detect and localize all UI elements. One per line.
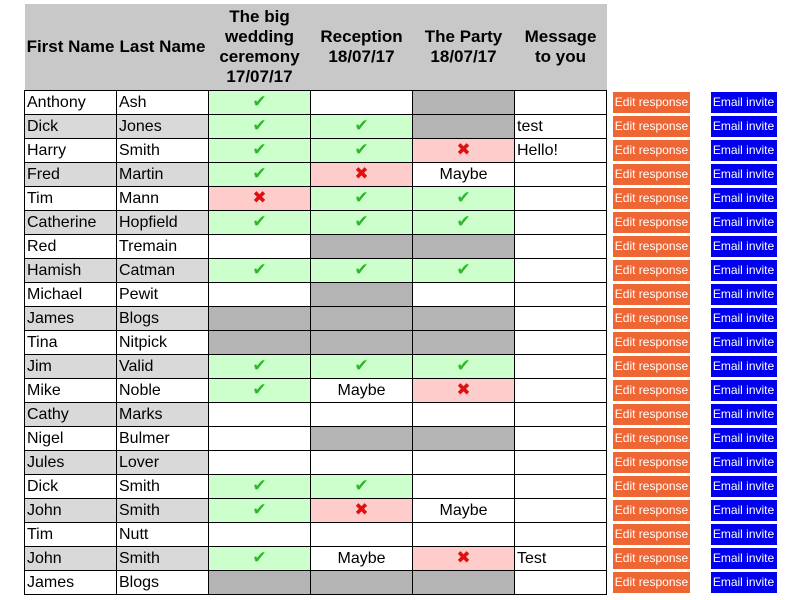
maybe-label: Maybe — [439, 501, 488, 519]
wedding-status-cell — [209, 307, 311, 331]
last-name-cell: Bulmer — [117, 427, 209, 451]
message-cell — [515, 571, 607, 595]
header-last-name: Last Name — [117, 4, 209, 91]
email-invite-button[interactable]: Email invite — [711, 572, 777, 593]
email-invite-button[interactable]: Email invite — [711, 548, 777, 569]
last-name-cell: Tremain — [117, 235, 209, 259]
email-invite-button[interactable]: Email invite — [711, 452, 777, 473]
message-cell: test — [515, 115, 607, 139]
reception-status-cell — [311, 91, 413, 115]
header-spacer-email — [696, 4, 777, 91]
email-button-cell — [696, 427, 777, 451]
header-party: The Party 18/07/17 — [413, 4, 515, 91]
reception-status-cell — [311, 115, 413, 139]
table-row — [25, 211, 777, 235]
table-row — [25, 475, 777, 499]
party-status-cell — [413, 427, 515, 451]
email-invite-button[interactable]: Email invite — [711, 140, 777, 161]
table-row — [25, 283, 777, 307]
email-invite-button[interactable]: Email invite — [711, 284, 777, 305]
party-status-cell — [413, 211, 515, 235]
reception-status-cell — [311, 571, 413, 595]
reception-status-cell — [311, 499, 413, 523]
wedding-status-cell — [209, 571, 311, 595]
message-cell — [515, 259, 607, 283]
edit-button-cell — [607, 379, 696, 403]
check-icon: ✔ — [354, 260, 369, 279]
email-button-cell — [696, 115, 777, 139]
email-invite-button[interactable]: Email invite — [711, 92, 777, 113]
first-name-cell: Nigel — [25, 427, 117, 451]
edit-button-cell — [607, 355, 696, 379]
edit-response-button[interactable]: Edit response — [613, 356, 690, 377]
edit-button-cell — [607, 523, 696, 547]
check-icon: ✔ — [252, 260, 267, 279]
edit-response-button[interactable]: Edit response — [613, 476, 690, 497]
guest-rsvp-table — [24, 4, 777, 595]
table-row — [25, 355, 777, 379]
reception-status-cell — [311, 427, 413, 451]
edit-button-cell — [607, 475, 696, 499]
reception-status-cell — [311, 139, 413, 163]
wedding-status-cell — [209, 91, 311, 115]
last-name-cell: Mann — [117, 187, 209, 211]
email-button-cell — [696, 379, 777, 403]
party-status-cell — [413, 523, 515, 547]
party-status-cell — [413, 163, 515, 187]
check-icon: ✔ — [354, 476, 369, 495]
reception-status-cell — [311, 307, 413, 331]
edit-response-button[interactable]: Edit response — [613, 236, 690, 257]
wedding-status-cell — [209, 115, 311, 139]
message-cell: Hello! — [515, 139, 607, 163]
party-status-cell — [413, 331, 515, 355]
table-row — [25, 115, 777, 139]
header-spacer-edit — [607, 4, 696, 91]
reception-status-cell — [311, 283, 413, 307]
reception-status-cell — [311, 163, 413, 187]
check-icon: ✔ — [456, 260, 471, 279]
first-name-cell: Tim — [25, 523, 117, 547]
message-cell — [515, 427, 607, 451]
edit-button-cell — [607, 115, 696, 139]
message-cell — [515, 331, 607, 355]
wedding-status-cell — [209, 283, 311, 307]
edit-button-cell — [607, 235, 696, 259]
edit-button-cell — [607, 427, 696, 451]
first-name-cell: Michael — [25, 283, 117, 307]
table-row — [25, 499, 777, 523]
edit-response-button[interactable]: Edit response — [613, 92, 690, 113]
guest-rows — [25, 91, 777, 595]
party-status-cell — [413, 451, 515, 475]
first-name-cell: Hamish — [25, 259, 117, 283]
email-invite-button[interactable]: Email invite — [711, 356, 777, 377]
last-name-cell: Jones — [117, 115, 209, 139]
message-cell — [515, 283, 607, 307]
party-status-cell — [413, 571, 515, 595]
email-invite-button[interactable]: Email invite — [711, 380, 777, 401]
maybe-label: Maybe — [337, 549, 386, 567]
check-icon: ✔ — [252, 356, 267, 375]
table-row — [25, 139, 777, 163]
email-button-cell — [696, 499, 777, 523]
first-name-cell: James — [25, 571, 117, 595]
edit-response-button[interactable]: Edit response — [613, 308, 690, 329]
email-invite-button[interactable]: Email invite — [711, 308, 777, 329]
edit-button-cell — [607, 499, 696, 523]
first-name-cell: Catherine — [25, 211, 117, 235]
edit-response-button[interactable]: Edit response — [613, 284, 690, 305]
email-button-cell — [696, 307, 777, 331]
check-icon: ✔ — [252, 92, 267, 111]
first-name-cell: Tina — [25, 331, 117, 355]
first-name-cell: James — [25, 307, 117, 331]
message-cell — [515, 235, 607, 259]
email-invite-button[interactable]: Email invite — [711, 404, 777, 425]
last-name-cell: Ash — [117, 91, 209, 115]
edit-response-button[interactable]: Edit response — [613, 452, 690, 473]
message-cell — [515, 307, 607, 331]
message-cell — [515, 355, 607, 379]
first-name-cell: Jim — [25, 355, 117, 379]
wedding-status-cell — [209, 355, 311, 379]
check-icon: ✔ — [354, 356, 369, 375]
party-status-cell — [413, 403, 515, 427]
edit-response-button[interactable]: Edit response — [613, 572, 690, 593]
edit-button-cell — [607, 307, 696, 331]
reception-status-cell — [311, 259, 413, 283]
first-name-cell: John — [25, 499, 117, 523]
email-invite-button[interactable]: Email invite — [711, 524, 777, 545]
last-name-cell: Smith — [117, 547, 209, 571]
reception-status-cell — [311, 355, 413, 379]
email-button-cell — [696, 283, 777, 307]
email-button-cell — [696, 331, 777, 355]
check-icon: ✔ — [456, 188, 471, 207]
edit-button-cell — [607, 163, 696, 187]
edit-button-cell — [607, 451, 696, 475]
edit-button-cell — [607, 403, 696, 427]
edit-response-button[interactable]: Edit response — [613, 548, 690, 569]
party-status-cell — [413, 115, 515, 139]
email-button-cell — [696, 163, 777, 187]
party-status-cell — [413, 355, 515, 379]
wedding-status-cell — [209, 475, 311, 499]
check-icon: ✔ — [354, 212, 369, 231]
cross-icon: ✖ — [456, 140, 471, 159]
email-button-cell — [696, 523, 777, 547]
wedding-status-cell — [209, 139, 311, 163]
email-button-cell — [696, 91, 777, 115]
edit-response-button[interactable]: Edit response — [613, 500, 690, 521]
table-row — [25, 427, 777, 451]
edit-button-cell — [607, 259, 696, 283]
message-cell — [515, 91, 607, 115]
email-invite-button[interactable]: Email invite — [711, 260, 777, 281]
wedding-status-cell — [209, 259, 311, 283]
wedding-status-cell — [209, 547, 311, 571]
reception-status-cell — [311, 451, 413, 475]
edit-response-button[interactable]: Edit response — [613, 188, 690, 209]
check-icon: ✔ — [252, 380, 267, 399]
edit-button-cell — [607, 91, 696, 115]
message-cell — [515, 187, 607, 211]
last-name-cell: Catman — [117, 259, 209, 283]
edit-button-cell — [607, 331, 696, 355]
check-icon: ✔ — [252, 164, 267, 183]
wedding-status-cell — [209, 451, 311, 475]
email-invite-button[interactable]: Email invite — [711, 212, 777, 233]
edit-button-cell — [607, 283, 696, 307]
party-status-cell — [413, 283, 515, 307]
email-button-cell — [696, 451, 777, 475]
table-header-row — [25, 4, 777, 91]
last-name-cell: Smith — [117, 139, 209, 163]
email-invite-button[interactable]: Email invite — [711, 500, 777, 521]
edit-button-cell — [607, 211, 696, 235]
message-cell — [515, 475, 607, 499]
message-cell — [515, 379, 607, 403]
first-name-cell: Harry — [25, 139, 117, 163]
table-row — [25, 235, 777, 259]
cross-icon: ✖ — [456, 548, 471, 567]
check-icon: ✔ — [252, 212, 267, 231]
first-name-cell: John — [25, 547, 117, 571]
first-name-cell: Dick — [25, 115, 117, 139]
email-invite-button[interactable]: Email invite — [711, 116, 777, 137]
table-row — [25, 187, 777, 211]
email-invite-button[interactable]: Email invite — [711, 236, 777, 257]
last-name-cell: Valid — [117, 355, 209, 379]
table-row — [25, 307, 777, 331]
wedding-status-cell — [209, 235, 311, 259]
email-button-cell — [696, 211, 777, 235]
first-name-cell: Dick — [25, 475, 117, 499]
first-name-cell: Anthony — [25, 91, 117, 115]
cross-icon: ✖ — [456, 380, 471, 399]
header-reception: Reception 18/07/17 — [311, 4, 413, 91]
last-name-cell: Nutt — [117, 523, 209, 547]
party-status-cell — [413, 499, 515, 523]
cross-icon: ✖ — [354, 164, 369, 183]
table-row — [25, 403, 777, 427]
email-button-cell — [696, 355, 777, 379]
check-icon: ✔ — [252, 140, 267, 159]
last-name-cell: Noble — [117, 379, 209, 403]
edit-response-button[interactable]: Edit response — [613, 164, 690, 185]
reception-status-cell — [311, 331, 413, 355]
email-button-cell — [696, 571, 777, 595]
last-name-cell: Smith — [117, 475, 209, 499]
table-row — [25, 379, 777, 403]
table-row — [25, 571, 777, 595]
check-icon: ✔ — [456, 356, 471, 375]
email-invite-button[interactable]: Email invite — [711, 428, 777, 449]
wedding-status-cell — [209, 523, 311, 547]
edit-response-button[interactable]: Edit response — [613, 332, 690, 353]
reception-status-cell — [311, 523, 413, 547]
check-icon: ✔ — [252, 500, 267, 519]
table-row — [25, 547, 777, 571]
edit-button-cell — [607, 187, 696, 211]
reception-status-cell — [311, 547, 413, 571]
check-icon: ✔ — [354, 140, 369, 159]
party-status-cell — [413, 91, 515, 115]
first-name-cell: Red — [25, 235, 117, 259]
last-name-cell: Marks — [117, 403, 209, 427]
party-status-cell — [413, 235, 515, 259]
party-status-cell — [413, 259, 515, 283]
header-wedding-ceremony: The big wedding ceremony 17/07/17 — [209, 4, 311, 91]
last-name-cell: Smith — [117, 499, 209, 523]
check-icon: ✔ — [252, 476, 267, 495]
email-button-cell — [696, 259, 777, 283]
maybe-label: Maybe — [439, 165, 488, 183]
cross-icon: ✖ — [354, 500, 369, 519]
table-row — [25, 523, 777, 547]
check-icon: ✔ — [252, 548, 267, 567]
email-invite-button[interactable]: Email invite — [711, 188, 777, 209]
edit-button-cell — [607, 139, 696, 163]
party-status-cell — [413, 547, 515, 571]
edit-button-cell — [607, 571, 696, 595]
edit-response-button[interactable]: Edit response — [613, 212, 690, 233]
wedding-status-cell — [209, 379, 311, 403]
first-name-cell: Tim — [25, 187, 117, 211]
email-button-cell — [696, 547, 777, 571]
last-name-cell: Nitpick — [117, 331, 209, 355]
email-button-cell — [696, 235, 777, 259]
cross-icon: ✖ — [252, 188, 267, 207]
party-status-cell — [413, 139, 515, 163]
wedding-status-cell — [209, 427, 311, 451]
last-name-cell: Hopfield — [117, 211, 209, 235]
last-name-cell: Pewit — [117, 283, 209, 307]
edit-response-button[interactable]: Edit response — [613, 116, 690, 137]
check-icon: ✔ — [354, 188, 369, 207]
maybe-label: Maybe — [337, 381, 386, 399]
reception-status-cell — [311, 475, 413, 499]
party-status-cell — [413, 379, 515, 403]
reception-status-cell — [311, 235, 413, 259]
table-row — [25, 259, 777, 283]
message-cell — [515, 163, 607, 187]
check-icon: ✔ — [354, 116, 369, 135]
wedding-status-cell — [209, 211, 311, 235]
first-name-cell: Cathy — [25, 403, 117, 427]
edit-response-button[interactable]: Edit response — [613, 380, 690, 401]
reception-status-cell — [311, 379, 413, 403]
email-button-cell — [696, 403, 777, 427]
first-name-cell: Mike — [25, 379, 117, 403]
party-status-cell — [413, 187, 515, 211]
message-cell — [515, 403, 607, 427]
header-message: Message to you — [515, 4, 607, 91]
edit-button-cell — [607, 547, 696, 571]
reception-status-cell — [311, 211, 413, 235]
party-status-cell — [413, 475, 515, 499]
message-cell — [515, 523, 607, 547]
check-icon: ✔ — [456, 212, 471, 231]
message-cell: Test — [515, 547, 607, 571]
email-button-cell — [696, 139, 777, 163]
reception-status-cell — [311, 187, 413, 211]
edit-response-button[interactable]: Edit response — [613, 428, 690, 449]
last-name-cell: Martin — [117, 163, 209, 187]
edit-response-button[interactable]: Edit response — [613, 140, 690, 161]
email-invite-button[interactable]: Email invite — [711, 476, 777, 497]
wedding-status-cell — [209, 163, 311, 187]
header-first-name: First Name — [25, 4, 117, 91]
last-name-cell: Lover — [117, 451, 209, 475]
first-name-cell: Fred — [25, 163, 117, 187]
email-button-cell — [696, 187, 777, 211]
wedding-status-cell — [209, 331, 311, 355]
table-row — [25, 451, 777, 475]
table-row — [25, 331, 777, 355]
email-button-cell — [696, 475, 777, 499]
first-name-cell: Jules — [25, 451, 117, 475]
reception-status-cell — [311, 403, 413, 427]
email-invite-button[interactable]: Email invite — [711, 332, 777, 353]
party-status-cell — [413, 307, 515, 331]
wedding-status-cell — [209, 499, 311, 523]
last-name-cell: Blogs — [117, 571, 209, 595]
last-name-cell: Blogs — [117, 307, 209, 331]
table-row — [25, 91, 777, 115]
message-cell — [515, 499, 607, 523]
email-invite-button[interactable]: Email invite — [711, 164, 777, 185]
edit-response-button[interactable]: Edit response — [613, 524, 690, 545]
table-row — [25, 163, 777, 187]
wedding-status-cell — [209, 187, 311, 211]
message-cell — [515, 451, 607, 475]
check-icon: ✔ — [252, 116, 267, 135]
edit-response-button[interactable]: Edit response — [613, 404, 690, 425]
wedding-status-cell — [209, 403, 311, 427]
message-cell — [515, 211, 607, 235]
edit-response-button[interactable]: Edit response — [613, 260, 690, 281]
